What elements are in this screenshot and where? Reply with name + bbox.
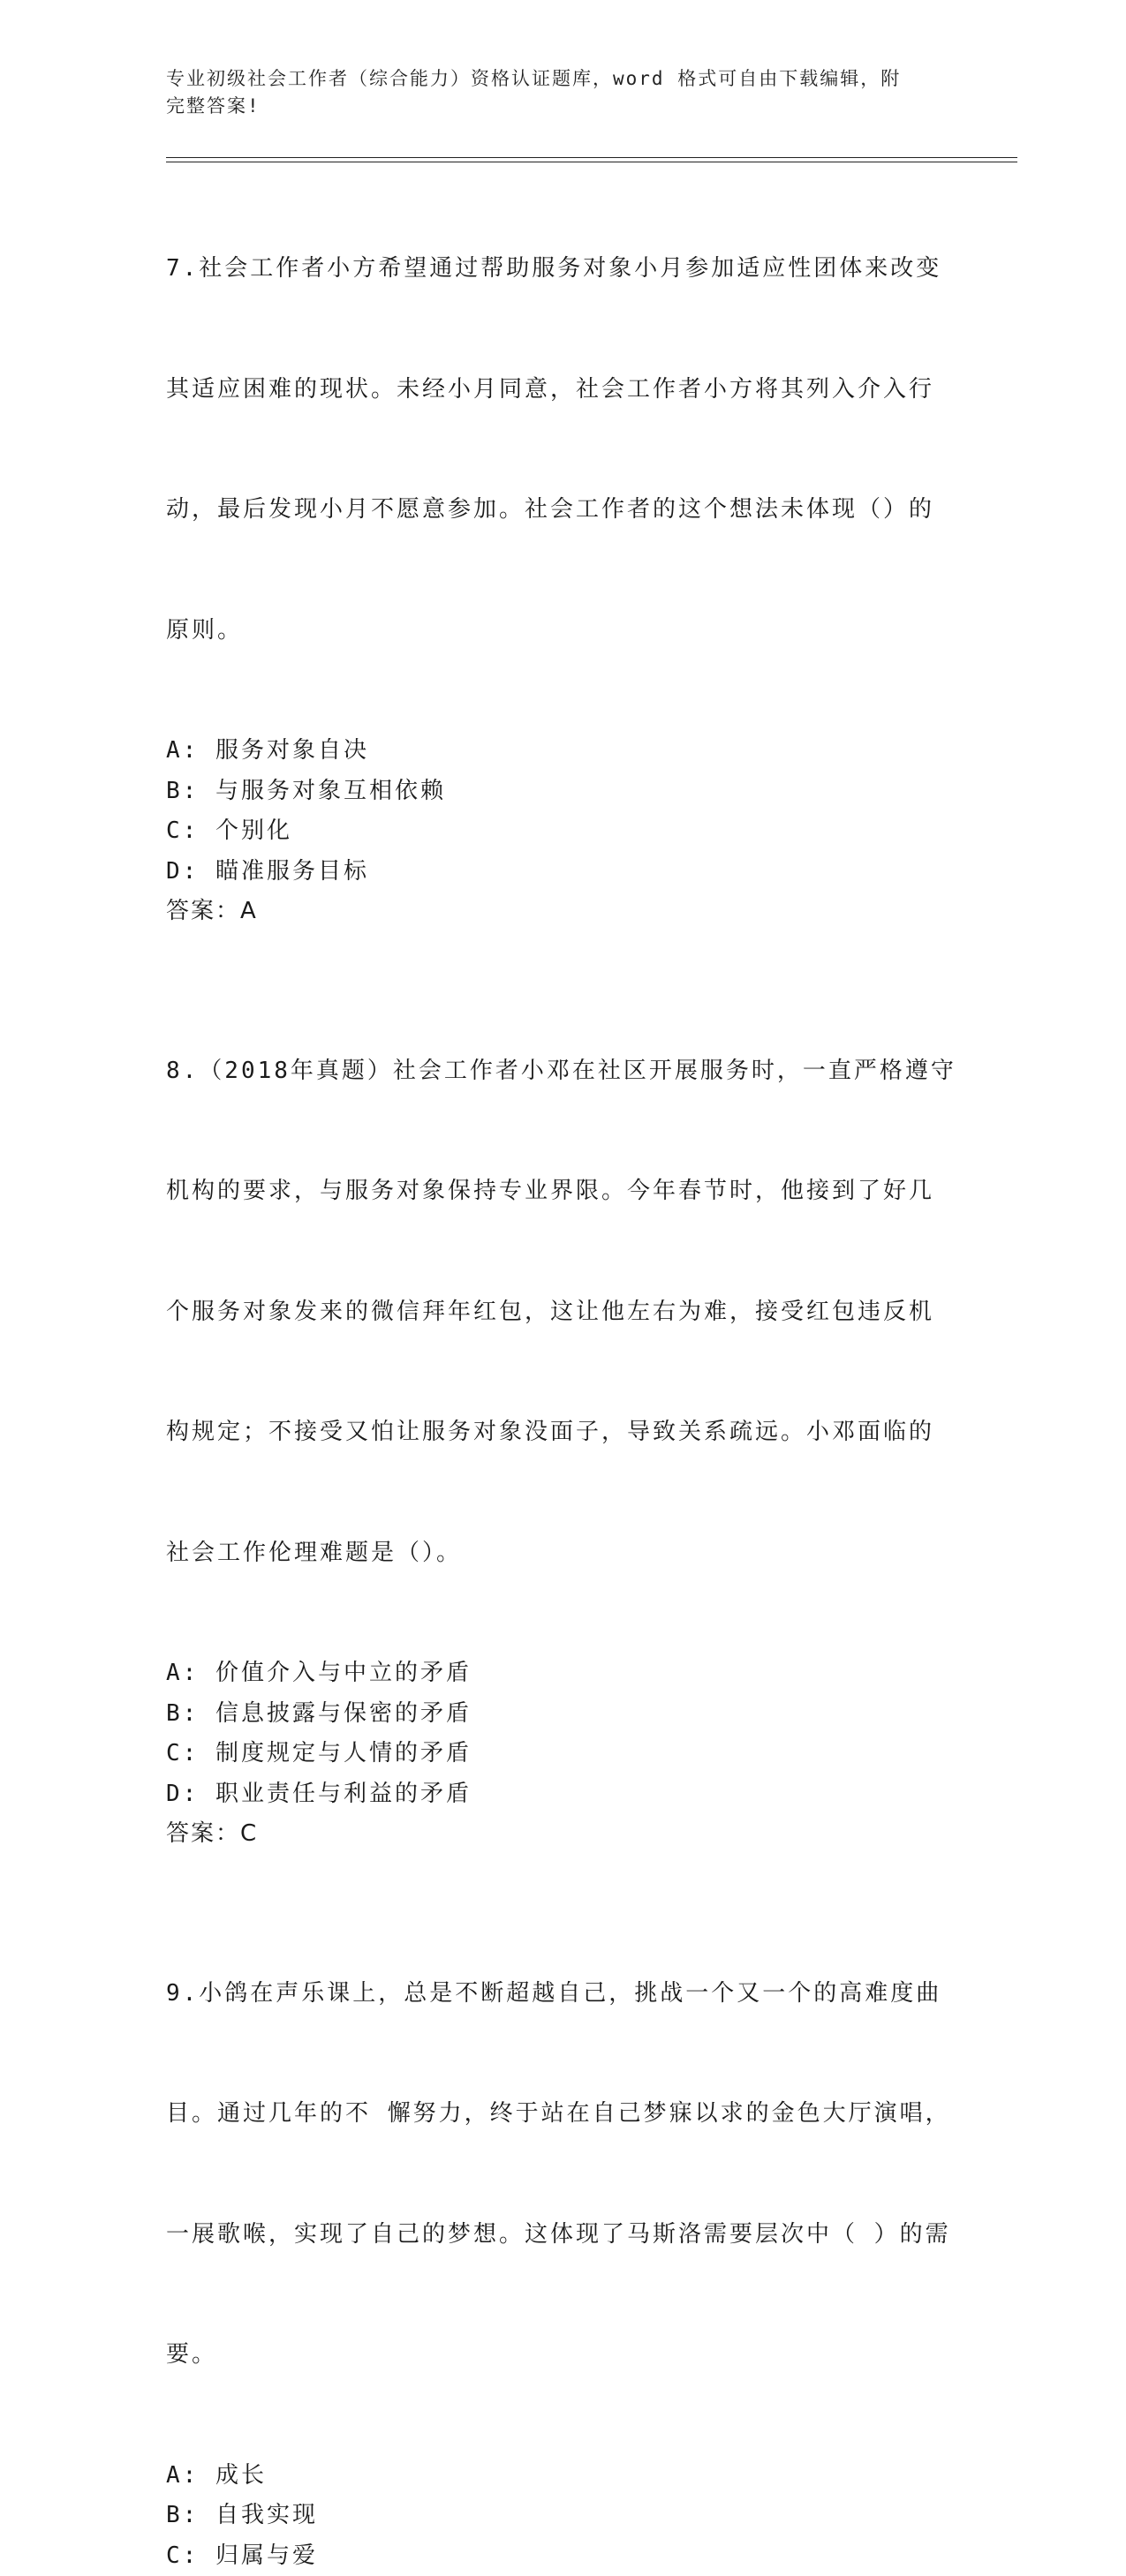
document-header	[166, 65, 943, 120]
header-divider-top	[166, 157, 1017, 158]
question-list	[166, 169, 961, 2576]
stem-line: 8.（2018年真题）社会工作者小邓在社区开展服务时，一直严格遵守	[166, 1051, 961, 1092]
option-a: A: 价值介入与中立的矛盾	[166, 1653, 961, 1694]
stem-line: 7.社会工作者小方希望通过帮助服务对象小月参加适应性团体来改变	[166, 249, 961, 290]
stem-line: 机构的要求，与服务对象保持专业界限。今年春节时，他接到了好几	[166, 1171, 961, 1212]
option-a: A: 成长	[166, 2456, 961, 2497]
stem-line: 构规定；不接受又怕让服务对象没面子，导致关系疏远。小邓面临的	[166, 1412, 961, 1453]
stem-line: 目。通过几年的不 懈努力，终于站在自己梦寐以求的金色大厅演唱，	[166, 2094, 961, 2135]
option-d: D: 瞄准服务目标	[166, 852, 961, 893]
stem-line: 动，最后发现小月不愿意参加。社会工作者的这个想法未体现（）的	[166, 490, 961, 531]
stem-line: 一展歌喉，实现了自己的梦想。这体现了马斯洛需要层次中（ ）的需	[166, 2215, 961, 2256]
question-7	[166, 169, 961, 932]
question-stem	[166, 169, 961, 731]
question-stem	[166, 971, 961, 1654]
option-b: B: 信息披露与保密的矛盾	[166, 1694, 961, 1735]
stem-line: 要。	[166, 2335, 961, 2376]
option-c: C: 个别化	[166, 811, 961, 852]
option-b: B: 自我实现	[166, 2496, 961, 2536]
answer-label: 答案：C	[166, 1814, 961, 1855]
stem-line: 社会工作伦理难题是（）。	[166, 1533, 961, 1574]
stem-line: 其适应困难的现状。未经小月同意，社会工作者小方将其列入介入行	[166, 370, 961, 411]
answer-label: 答案：A	[166, 892, 961, 932]
question-8	[166, 971, 961, 1855]
option-a: A: 服务对象自决	[166, 731, 961, 772]
option-b: B: 与服务对象互相依赖	[166, 772, 961, 812]
option-d: D: 职业责任与利益的矛盾	[166, 1774, 961, 1815]
stem-line: 个服务对象发来的微信拜年红包，这让他左右为难，接受红包违反机	[166, 1292, 961, 1333]
stem-line: 原则。	[166, 611, 961, 652]
header-line-1: 专业初级社会工作者（综合能力）资格认证题库，word 格式可自由下载编辑，附	[166, 65, 943, 93]
option-c: C: 归属与爱	[166, 2536, 961, 2576]
question-stem	[166, 1894, 961, 2456]
question-9	[166, 1894, 961, 2576]
header-line-2: 完整答案!	[166, 93, 943, 120]
stem-line: 9.小鸽在声乐课上，总是不断超越自己，挑战一个又一个的高难度曲	[166, 1974, 961, 2015]
option-c: C: 制度规定与人情的矛盾	[166, 1734, 961, 1774]
